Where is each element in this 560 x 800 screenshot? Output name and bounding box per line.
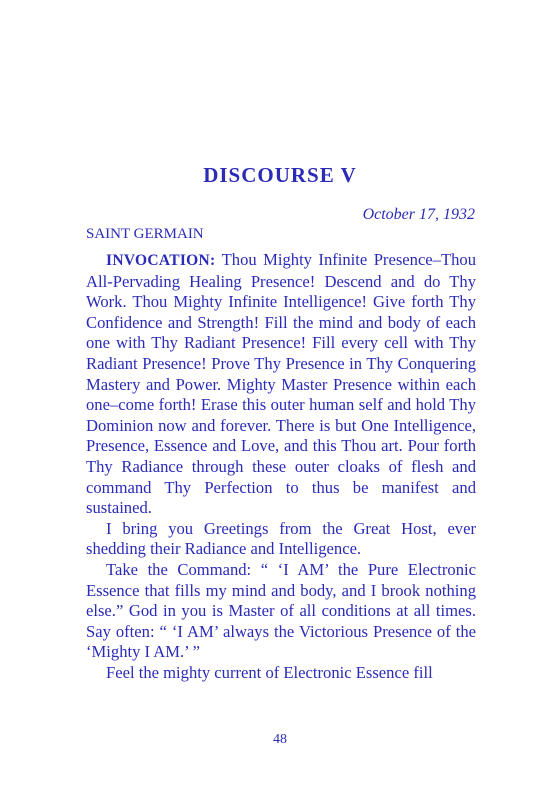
body-paragraph: Feel the mighty current of Electronic Essence fill (106, 662, 433, 682)
discourse-body (86, 250, 476, 683)
discourse-author: SAINT GERMAIN (86, 226, 204, 242)
body-paragraph: I bring you Greetings from the Great Host, ever shedding their Radiance and Intelligence. (86, 518, 476, 559)
discourse-heading: DISCOURSE V (203, 163, 357, 187)
page-number: 48 (273, 732, 287, 747)
body-paragraph: Take the Command: “ ‘I AM’ the Pure Electronic Essence that fills my mind and body, and I brook nothing else.” God in you is Master of all conditions at all times. Say often: “ ‘I AM’ always the Victorious Presence of the ‘Mighty I AM.’ ” (86, 559, 476, 662)
invocation-label: INVOCATION: (106, 252, 216, 269)
invocation-paragraph (86, 250, 476, 519)
discourse-date: October 17, 1932 (362, 206, 475, 223)
invocation-text: Thou Mighty Infinite Presence–Thou All-Pervading Healing Presence! Descend and do Thy Work. Thou Mighty Infinite Intelligence! Give forth Thy Confidence and Strength! Fill the mind and body of each one with Thy Radiant Presence! Fill every cell with Thy Radiant Presence! Prove Thy Presence in Thy Conquering Mastery and Power. Mighty Master Presence within each one–come forth! Erase this outer human self and hold Thy Dominion now and forever. There is but One Intelligence, Presence, Essence and Love, and this Thou art. Pour forth Thy Radiance through these outer cloaks of flesh and command Thy Perfection to thus be manifest and sustained. (86, 250, 476, 518)
